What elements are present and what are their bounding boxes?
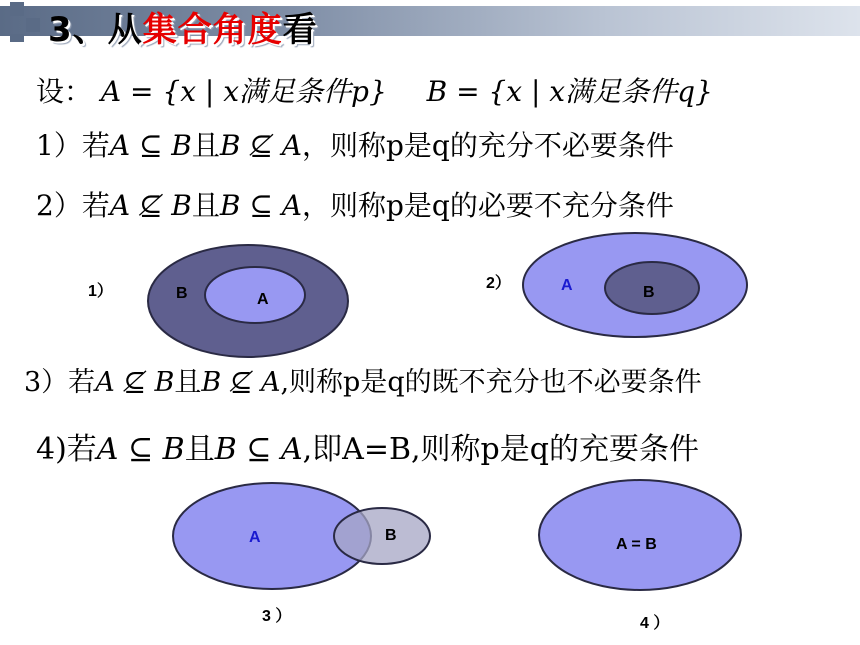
case-3-rel2: B ⊈ A [201, 367, 281, 398]
diagram-1-inner-label: A [257, 291, 269, 308]
title-highlight: 集合角度 [142, 10, 283, 50]
diagram-3-caption: 3 ） [262, 608, 292, 625]
case-2-lead: 2）若 [36, 189, 110, 222]
diagram-4-caption: 4 ） [640, 615, 670, 632]
diagram-1-inner-set [205, 267, 305, 323]
definition-intro: 设： [36, 75, 93, 108]
diagram-3-right-label: B [385, 527, 397, 544]
case-2-rel2: B ⊆ A [219, 189, 302, 222]
diagram-4-label: A = B [616, 536, 657, 553]
case-4-tail: ,即A=B,则称p是q的充要条件 [302, 432, 699, 467]
title-suffix: 看 [282, 10, 318, 50]
case-4-lead: 4)若 [36, 432, 97, 467]
case-3-lead: 3）若 [24, 367, 96, 398]
title-prefix: 3、从 [48, 10, 143, 50]
case-3-mid: 且 [174, 367, 202, 398]
case-4-mid: 且 [184, 432, 215, 467]
set-b-definition: B = {x | x满足条件q} [426, 75, 713, 108]
case-2-mid: 且 [191, 189, 220, 222]
case-4-rel2: B ⊆ A [214, 432, 303, 467]
diagram-1-outer-label: B [176, 285, 188, 302]
case-3-tail: ,则称p是q的既不充分也不必要条件 [280, 367, 702, 398]
case-1-mid: 且 [191, 129, 220, 162]
diagram-4-equal-sets [539, 480, 741, 590]
diagram-2-outer-label: A [561, 277, 573, 294]
diagram-2-caption: 2） [486, 275, 511, 292]
diagram-3-set-b [334, 508, 430, 564]
case-4-rel1: A ⊆ B [96, 432, 185, 467]
diagram-1-caption: 1） [88, 283, 113, 300]
diagram-2-inner-label: B [643, 284, 655, 301]
case-3-rel1: A ⊈ B [95, 367, 175, 398]
case-2-rel1: A ⊈ B [109, 189, 192, 222]
case-1-rel2: B ⊈ A [219, 129, 302, 162]
set-a-definition: A = {x | x满足条件p} [100, 75, 387, 108]
case-2-tail: ，则称p是q的必要不充分条件 [301, 189, 674, 222]
case-1-lead: 1）若 [36, 129, 110, 162]
case-1-tail: ，则称p是q的充分不必要条件 [301, 129, 674, 162]
case-1-rel1: A ⊆ B [109, 129, 192, 162]
diagram-3-left-label: A [249, 529, 261, 546]
